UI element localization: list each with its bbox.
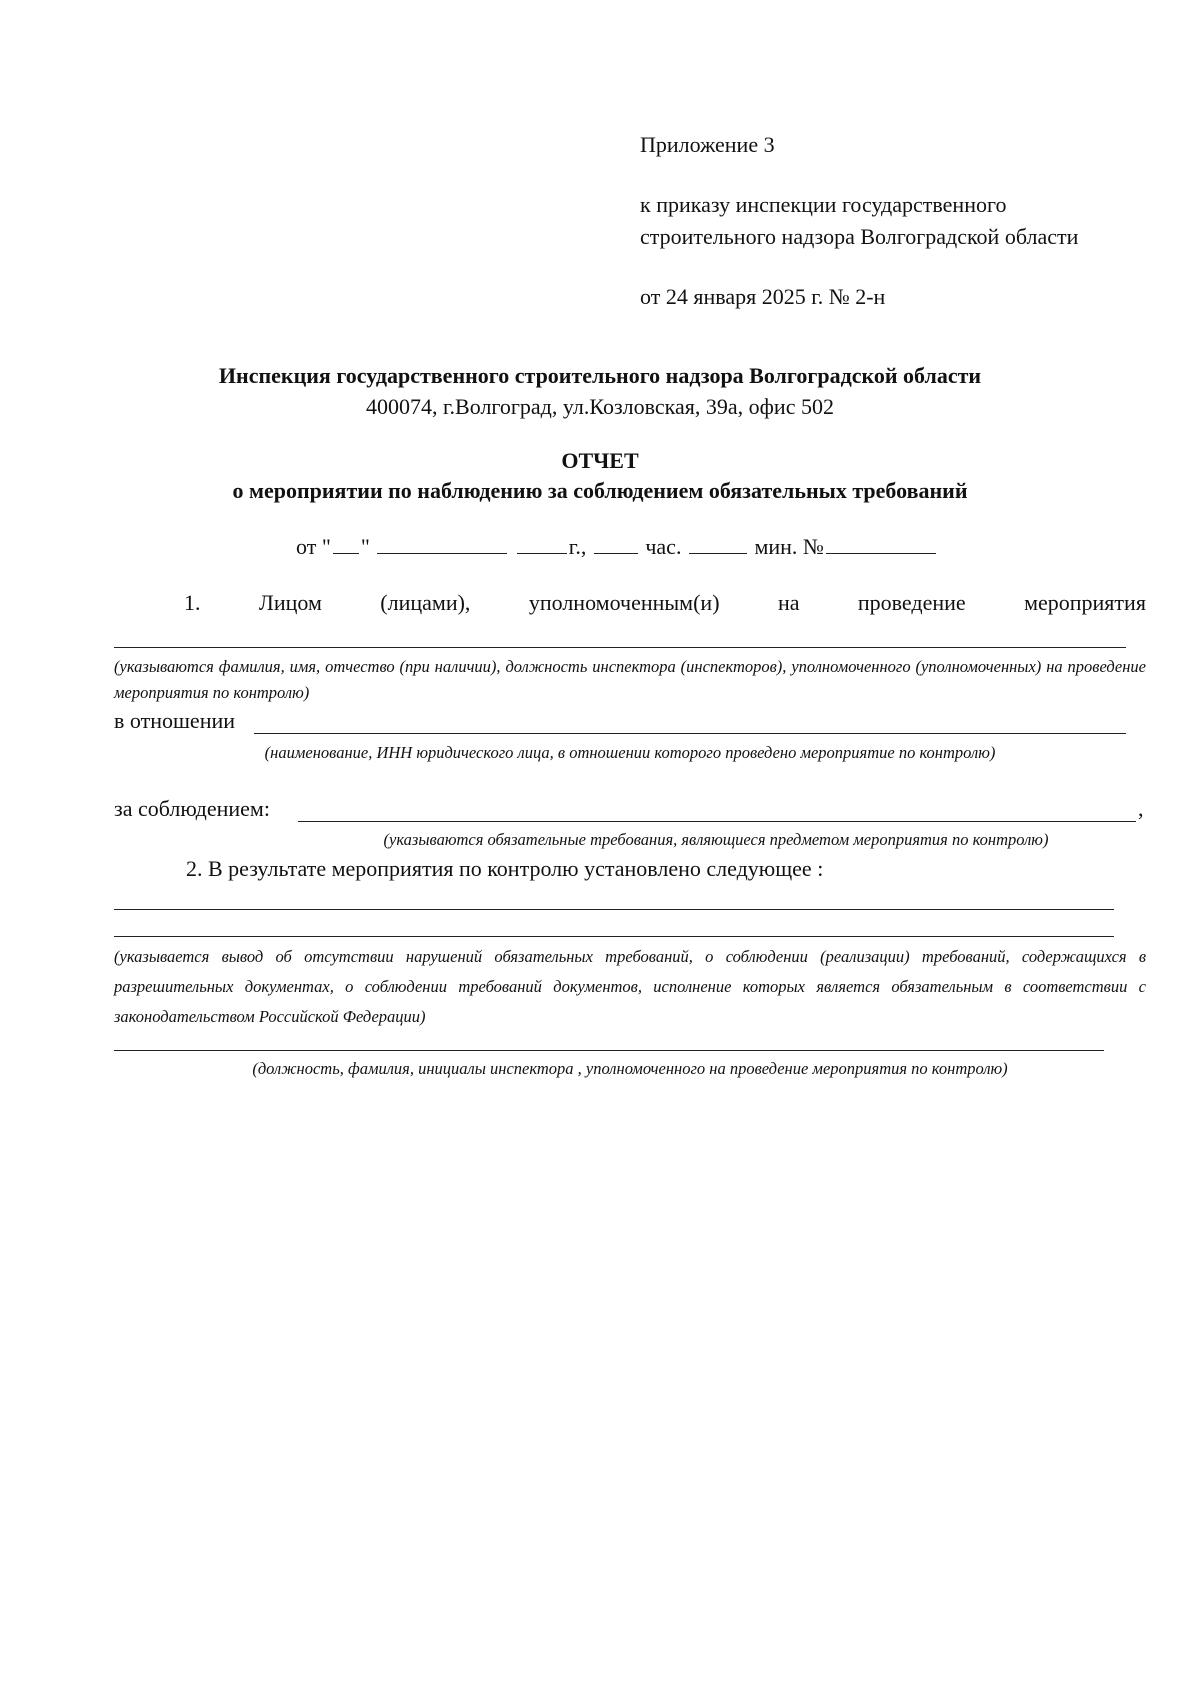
section1-word: на <box>777 590 800 615</box>
section2-text: 2. В результате мероприятия по контролю установлено следующее : <box>186 856 824 881</box>
date-line <box>296 533 938 560</box>
date-prefix: от " <box>296 534 331 559</box>
inspector-hint: (указываются фамилия, имя, отчество (при наличии), должность инспектора (инспекторов), уполномоченного (уполномоченных) на проведение мероприятия по контролю) <box>114 657 1146 702</box>
minutes-label: мин. <box>754 534 798 559</box>
hours-label: час. <box>645 534 682 559</box>
report-subtitle: о мероприятии по наблюдению за соблюдением обязательных требований <box>232 478 968 503</box>
compliance-comma: , <box>1138 796 1144 821</box>
org-address: 400074, г.Волгоград, ул.Козловская, 39а, офис 502 <box>366 394 834 419</box>
inspector-field-line[interactable] <box>114 647 1126 648</box>
result-field-line-2[interactable] <box>114 936 1114 937</box>
org-name: Инспекция государственного строительного надзора Волгоградской области <box>218 363 982 388</box>
month-field[interactable] <box>377 533 507 554</box>
appendix-order-line2: строительного надзора Волгоградской области <box>640 224 1079 249</box>
section1-first-line <box>184 590 1146 616</box>
minutes-field[interactable] <box>689 533 747 554</box>
appendix-order-line1: к приказу инспекции государственного <box>640 192 1007 217</box>
compliance-hint: (указываются обязательные требования, являющиеся предметом мероприятия по контролю) <box>383 830 1049 849</box>
relation-hint: (наименование, ИНН юридического лица, в отношении которого проведено мероприятие по контролю) <box>264 743 996 762</box>
appendix-number: Приложение 3 <box>640 132 775 157</box>
appendix-date: от 24 января 2025 г. № 2-н <box>640 284 886 309</box>
year-label: г., <box>568 534 587 559</box>
section1-word: мероприятия <box>1024 590 1146 615</box>
signature-hint: (должность, фамилия, инициалы инспектора , уполномоченного на проведение мероприятия по контролю) <box>252 1059 1008 1078</box>
date-quote-close: " <box>360 534 370 559</box>
hours-field[interactable] <box>594 533 638 554</box>
section1-word: уполномоченным(и) <box>528 590 720 615</box>
compliance-label: за соблюдением: <box>114 796 270 821</box>
result-hint: (указывается вывод об отсутствии нарушений обязательных требований, о соблюдении (реализации) требований, содержащихся в разрешительных документах, о соблюдении требований документов, исполнение которых является обязательным в соответствии с законодательством Российской Федерации) <box>114 947 1146 1026</box>
number-label: № <box>802 534 824 559</box>
relation-field-line[interactable] <box>254 733 1126 734</box>
section1-word: 1. <box>184 590 201 615</box>
report-title: ОТЧЕТ <box>561 448 639 473</box>
section1-word: (лицами), <box>380 590 471 615</box>
relation-label: в отношении <box>114 708 236 733</box>
number-field[interactable] <box>826 533 936 554</box>
result-field-line-1[interactable] <box>114 909 1114 910</box>
day-field[interactable] <box>333 533 359 554</box>
compliance-field-line[interactable] <box>298 821 1136 822</box>
section1-word: Лицом <box>258 590 322 615</box>
year-field[interactable] <box>517 533 567 554</box>
section1-word: проведение <box>857 590 966 615</box>
signature-field-line[interactable] <box>114 1050 1104 1051</box>
